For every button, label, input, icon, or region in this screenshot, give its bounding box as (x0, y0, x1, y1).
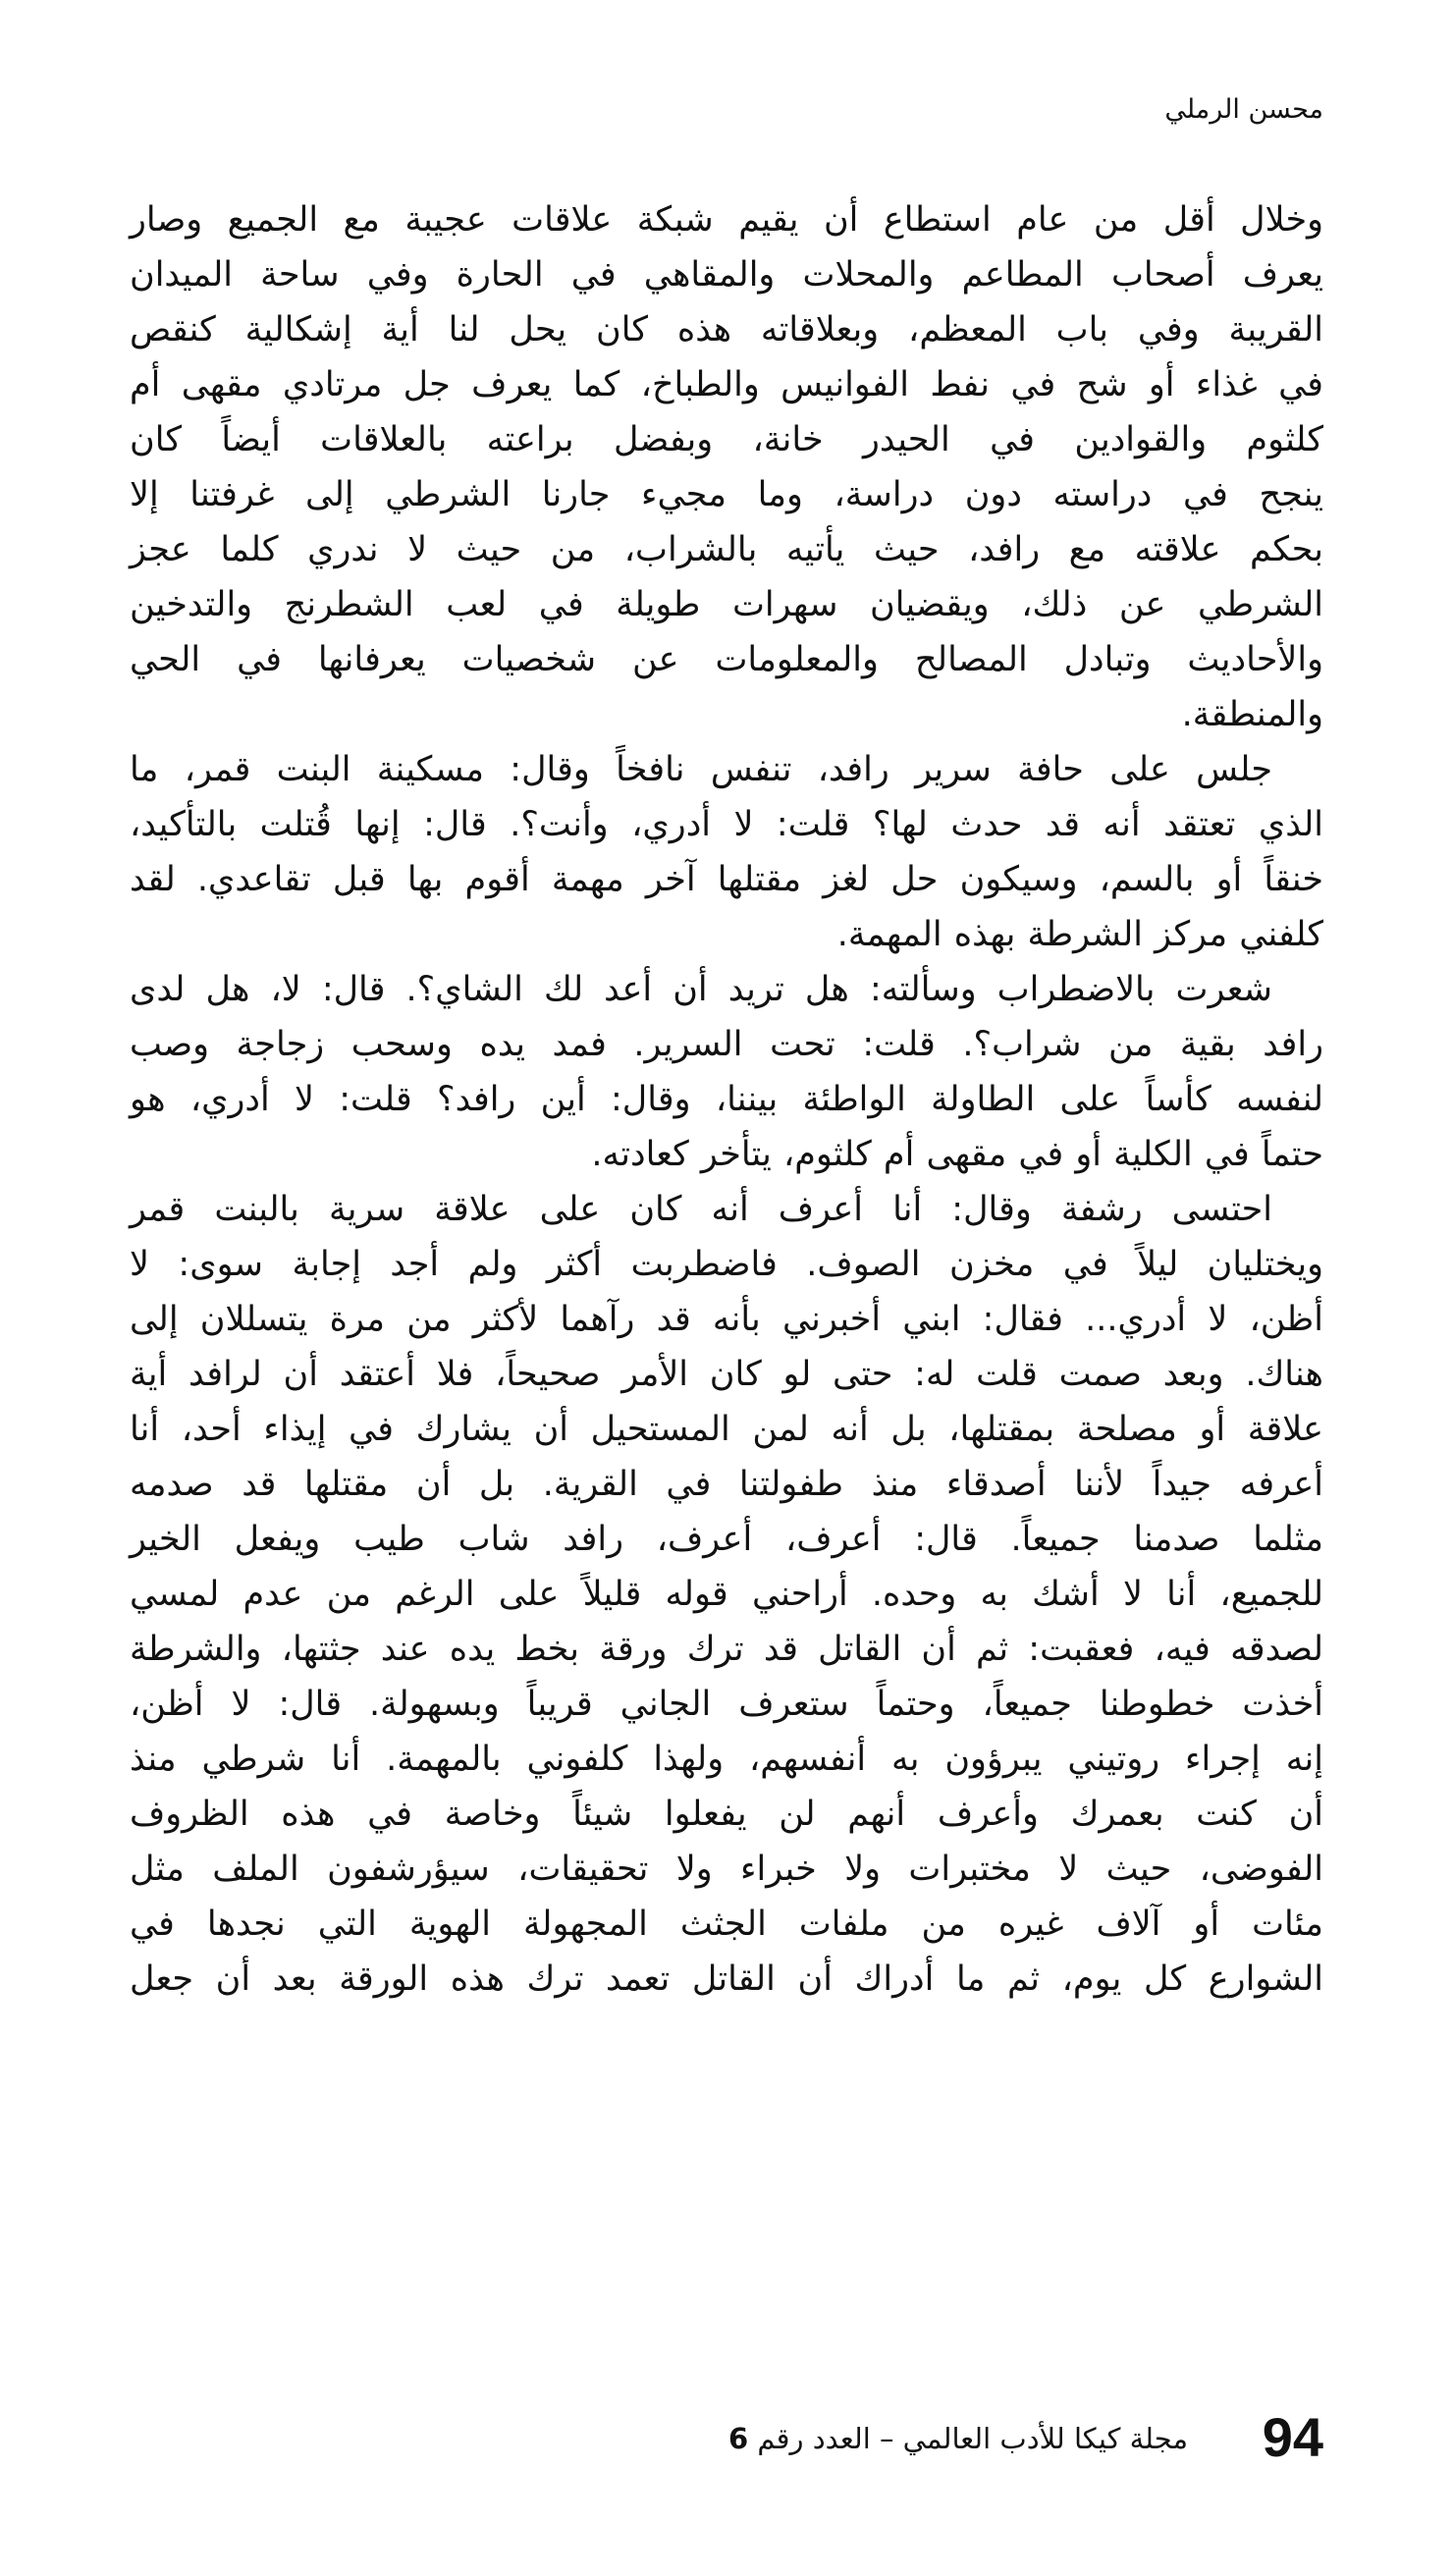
text-line: لنفسه كأساً على الطاولة الواطئة بيننا، وقال: أين رافد؟ قلت: لا أدري، هو (130, 1080, 1323, 1119)
text-line: حتماً في الكلية أو في مقهى أم كلثوم، يتأخر كعادته. (591, 1135, 1323, 1174)
text-line: ويختليان ليلاً في مخزن الصوف. فاضطربت أكثر ولم أجد إجابة سوى: لا (130, 1245, 1323, 1284)
text-line: يعرف أصحاب المطاعم والمحلات والمقاهي في الحارة وفي ساحة الميدان (130, 255, 1323, 295)
page-footer (130, 2403, 1323, 2472)
text-line: علاقة أو مصلحة بمقتلها، بل أنه لمن المستحيل أن يشارك في إيذاء أحد، أنا (130, 1410, 1323, 1449)
text-line: شعرت بالاضطراب وسألته: هل تريد أن أعد لك الشاي؟. قال: لا، هل لدى (130, 970, 1272, 1009)
text-line: رافد بقية من شراب؟. قلت: تحت السرير. فمد يده وسحب زجاجة وصب (130, 1025, 1323, 1064)
paragraph-2 (130, 742, 1323, 962)
text-line: أظن، لا أدري... فقال: ابني أخبرني بأنه قد رآهما لأكثر من مرة يتسللان إلى (130, 1300, 1323, 1339)
paragraph-1 (130, 192, 1323, 742)
text-line: إنه إجراء روتيني يبرؤون به أنفسهم، ولهذا كلفوني بالمهمة. أنا شرطي منذ (130, 1740, 1323, 1779)
text-line: الفوضى، حيث لا مختبرات ولا خبراء ولا تحقيقات، سيؤرشفون الملف مثل (130, 1850, 1323, 1889)
text-line: والمنطقة. (1181, 695, 1323, 734)
paragraph-4 (130, 1182, 1323, 2007)
journal-name: مجلة كيكا للأدب العالمي – العدد رقم (757, 2422, 1188, 2455)
text-line: الشوارع كل يوم، ثم ما أدراك أن القاتل تعمد ترك هذه الورقة بعد أن جعل (130, 1959, 1323, 1999)
text-line: وخلال أقل من عام استطاع أن يقيم شبكة علاقات عجيبة مع الجميع وصار (130, 200, 1323, 240)
text-line: كلفني مركز الشرطة بهذه المهمة. (836, 915, 1323, 954)
paragraph-3 (130, 962, 1323, 1182)
text-line: الذي تعتقد أنه قد حدث لها؟ قلت: لا أدري، وأنت؟. قال: إنها قُتلت بالتأكيد، (130, 805, 1323, 844)
text-line: للجميع، أنا لا أشك به وحده. أراحني قوله قليلاً على الرغم من عدم لمسي (130, 1575, 1323, 1614)
article-body (130, 192, 1323, 2007)
running-head-author: محسن الرملي (1164, 94, 1323, 125)
text-line: مئات أو آلاف غيره من ملفات الجثث المجهولة الهوية التي نجدها في (130, 1905, 1323, 1944)
text-line: خنقاً أو بالسم، وسيكون حل لغز مقتلها آخر مهمة أقوم بها قبل تقاعدي. لقد (130, 860, 1323, 899)
text-line: كلثوم والقوادين في الحيدر خانة، وبفضل براعته بالعلاقات أيضاً كان (130, 420, 1323, 459)
text-line: القريبة وفي باب المعظم، وبعلاقاته هذه كان يحل لنا أية إشكالية كنقص (130, 310, 1323, 349)
text-line: أخذت خطوطنا جميعاً، وحتماً ستعرف الجاني قريباً وبسهولة. قال: لا أظن، (130, 1685, 1323, 1724)
text-line: في غذاء أو شح في نفط الفوانيس والطباخ، كما يعرف جل مرتادي مقهى أم (130, 365, 1323, 404)
text-line: والأحاديث وتبادل المصالح والمعلومات عن شخصيات يعرفانها في الحي (130, 640, 1323, 679)
text-line: أعرفه جيداً لأننا أصدقاء منذ طفولتنا في القرية. بل أن مقتلها قد صدمه (130, 1465, 1323, 1504)
text-line: لصدقه فيه، فعقبت: ثم أن القاتل قد ترك ورقة بخط يده عند جثتها، والشرطة (130, 1630, 1323, 1669)
issue-number: 6 (727, 2422, 749, 2455)
text-line: ينجح في دراسته دون دراسة، وما مجيء جارنا الشرطي إلى غرفتنا إلا (130, 475, 1323, 514)
text-line: أن كنت بعمرك وأعرف أنهم لن يفعلوا شيئاً وخاصة في هذه الظروف (130, 1795, 1323, 1834)
text-line: جلس على حافة سرير رافد، تنفس نافخاً وقال: مسكينة البنت قمر، ما (130, 750, 1272, 789)
text-line: الشرطي عن ذلك، ويقضيان سهرات طويلة في لعب الشطرنج والتدخين (130, 585, 1323, 624)
page-number: 94 (1262, 2406, 1323, 2468)
text-line: بحكم علاقته مع رافد، حيث يأتيه بالشراب، من حيث لا ندري كلما عجز (130, 530, 1323, 569)
journal-issue-line (728, 2417, 1188, 2460)
text-line: هناك. وبعد صمت قلت له: حتى لو كان الأمر صحيحاً، فلا أعتقد أن لرافد أية (130, 1355, 1323, 1394)
text-line: احتسى رشفة وقال: أنا أعرف أنه كان على علاقة سرية بالبنت قمر (130, 1190, 1272, 1229)
text-line: مثلما صدمنا جميعاً. قال: أعرف، أعرف، رافد شاب طيب ويفعل الخير (130, 1520, 1323, 1559)
